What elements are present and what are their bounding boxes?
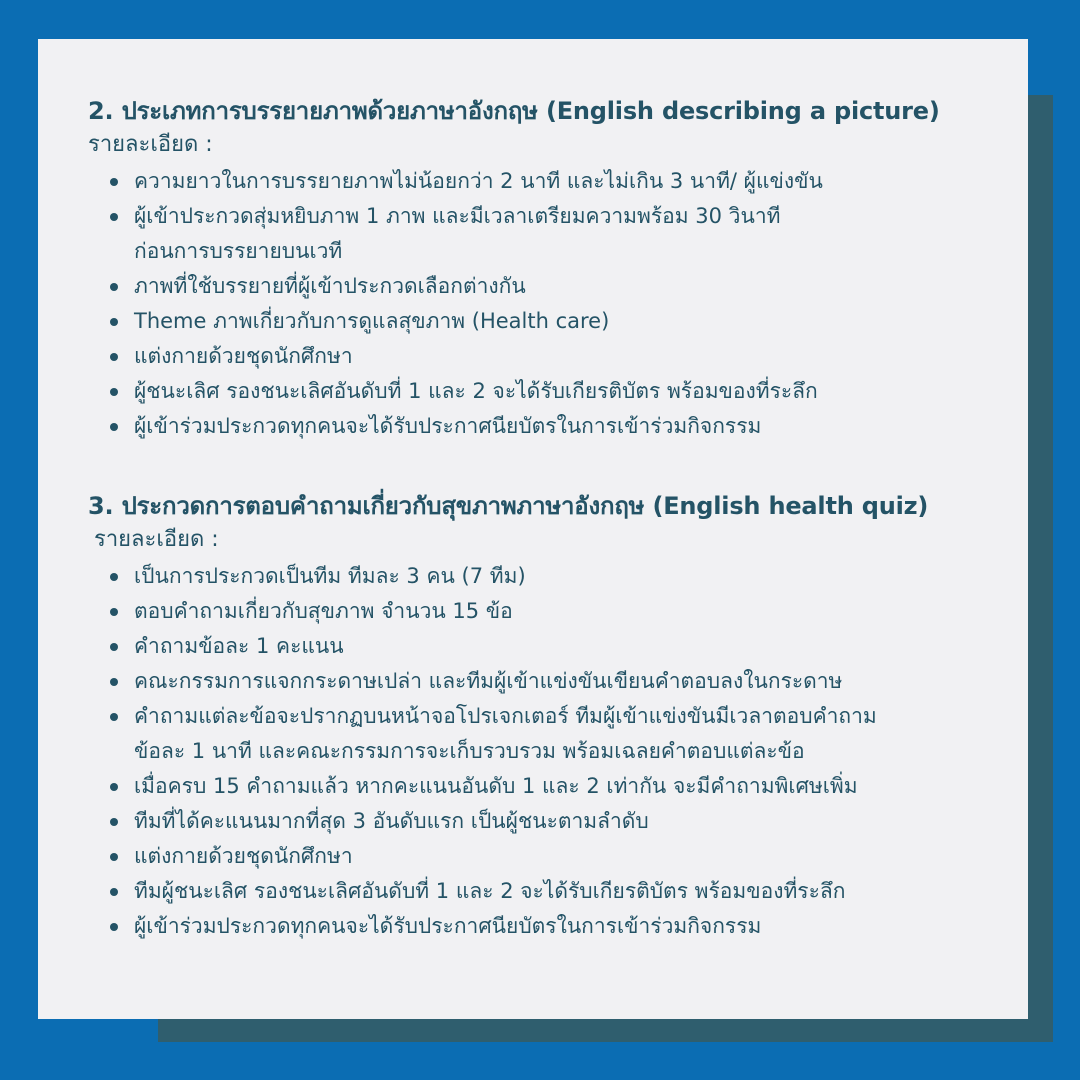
content-card [38, 39, 1028, 1019]
list-item-text: คำถามแต่ละข้อจะปรากฏบนหน้าจอโปรเจกเตอร์ ทีมผู้เข้าแข่งขันมีเวลาตอบคำถาม [134, 704, 877, 728]
section-title: 3. ประกวดการตอบคำถามเกี่ยวกับสุขภาพภาษาอังกฤษ (English health quiz) [88, 492, 929, 520]
list-item-text: ทีมผู้ชนะเลิศ รองชนะเลิศอันดับที่ 1 และ 2 จะได้รับเกียรติบัตร พร้อมของที่ระลึก [134, 879, 846, 903]
section-english-health-quiz [88, 489, 1018, 944]
list-item [88, 164, 1018, 199]
list-item [88, 269, 1018, 304]
bullet-icon [110, 888, 118, 896]
section-english-describing-picture [88, 94, 1018, 444]
list-item [88, 409, 1018, 444]
bullet-icon [110, 923, 118, 931]
bullet-icon [110, 818, 118, 826]
list-item-text: ผู้เข้าร่วมประกวดทุกคนจะได้รับประกาศนียบัตรในการเข้าร่วมกิจกรรม [134, 414, 762, 438]
bullet-icon [110, 283, 118, 291]
list-item-text: Theme ภาพเกี่ยวกับการดูแลสุขภาพ (Health care) [134, 309, 610, 333]
list-item [88, 629, 1018, 664]
list-item-text: ก่อนการบรรยายบนเวที [134, 239, 343, 263]
section-title: 2. ประเภทการบรรยายภาพด้วยภาษาอังกฤษ (English describing a picture) [88, 97, 940, 125]
list-item [88, 559, 1018, 594]
detail-list [88, 164, 1018, 444]
bullet-icon [110, 608, 118, 616]
list-item-text: ผู้เข้าร่วมประกวดทุกคนจะได้รับประกาศนียบัตรในการเข้าร่วมกิจกรรม [134, 914, 762, 938]
list-item-text: ผู้ชนะเลิศ รองชนะเลิศอันดับที่ 1 และ 2 จะได้รับเกียรติบัตร พร้อมของที่ระลึก [134, 379, 818, 403]
list-item-text: ข้อละ 1 นาที และคณะกรรมการจะเก็บรวบรวม พร้อมเฉลยคำตอบแต่ละข้อ [134, 739, 805, 763]
bullet-icon [110, 783, 118, 791]
bullet-icon [110, 388, 118, 396]
bullet-icon [110, 713, 118, 721]
bullet-icon [110, 573, 118, 581]
list-item [88, 594, 1018, 629]
list-item [88, 769, 1018, 804]
list-item [88, 374, 1018, 409]
bullet-icon [110, 353, 118, 361]
section-subtitle: รายละเอียด : [94, 527, 219, 552]
list-item [88, 304, 1018, 339]
list-item-text: ผู้เข้าประกวดสุ่มหยิบภาพ 1 ภาพ และมีเวลาเตรียมความพร้อม 30 วินาที [134, 204, 781, 228]
list-item [88, 699, 1018, 769]
list-item-text: ทีมที่ได้คะแนนมากที่สุด 3 อันดับแรก เป็นผู้ชนะตามลำดับ [134, 809, 649, 833]
bullet-icon [110, 318, 118, 326]
list-item [88, 664, 1018, 699]
bullet-icon [110, 643, 118, 651]
list-item [88, 839, 1018, 874]
list-item-text: แต่งกายด้วยชุดนักศึกษา [134, 344, 353, 368]
bullet-icon [110, 178, 118, 186]
list-item [88, 909, 1018, 944]
detail-list [88, 559, 1018, 944]
list-item-text: คำถามข้อละ 1 คะแนน [134, 634, 344, 658]
bullet-icon [110, 423, 118, 431]
list-item [88, 874, 1018, 909]
list-item-text: ความยาวในการบรรยายภาพไม่น้อยกว่า 2 นาที และไม่เกิน 3 นาที/ ผู้แข่งขัน [134, 169, 823, 193]
bullet-icon [110, 678, 118, 686]
list-item-text: เมื่อครบ 15 คำถามแล้ว หากคะแนนอันดับ 1 และ 2 เท่ากัน จะมีคำถามพิเศษเพิ่ม [134, 774, 858, 798]
bullet-icon [110, 213, 118, 221]
list-item-text: เป็นการประกวดเป็นทีม ทีมละ 3 คน (7 ทีม) [134, 564, 526, 588]
section-subtitle: รายละเอียด : [88, 132, 213, 157]
list-item [88, 339, 1018, 374]
list-item-text: แต่งกายด้วยชุดนักศึกษา [134, 844, 353, 868]
list-item [88, 804, 1018, 839]
list-item [88, 199, 1018, 269]
list-item-text: ภาพที่ใช้บรรยายที่ผู้เข้าประกวดเลือกต่างกัน [134, 274, 526, 298]
list-item-text: คณะกรรมการแจกกระดาษเปล่า และทีมผู้เข้าแข่งขันเขียนคำตอบลงในกระดาษ [134, 669, 843, 693]
bullet-icon [110, 853, 118, 861]
list-item-text: ตอบคำถามเกี่ยวกับสุขภาพ จำนวน 15 ข้อ [134, 599, 513, 623]
